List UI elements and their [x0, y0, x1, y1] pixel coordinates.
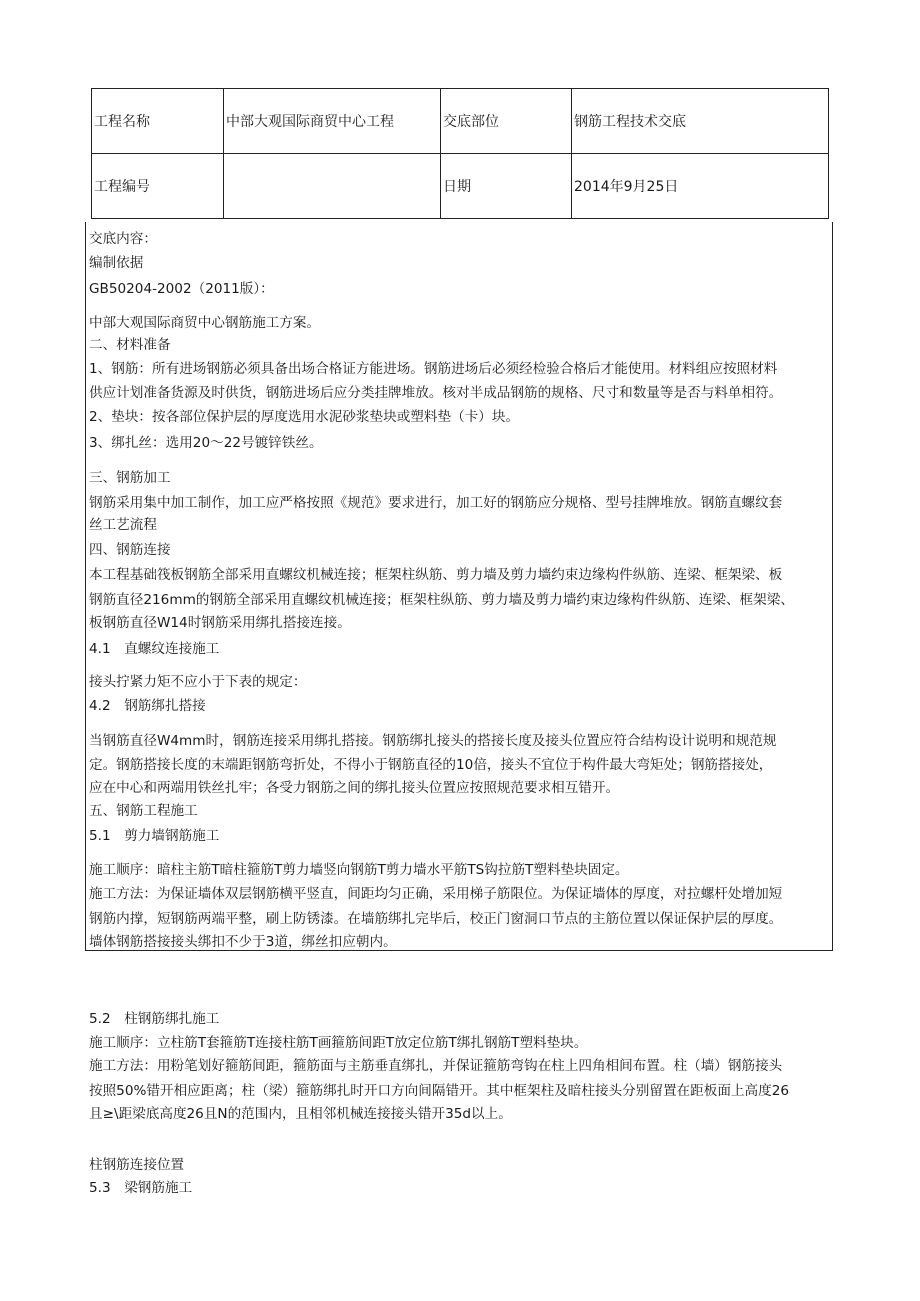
content-line: 施工方法：为保证墙体双层钢筋横平竖直，间距均匀正确，采用梯子筋限位。为保证墙体的厚度，对拉螺杆处增加短	[89, 886, 783, 902]
subsection-heading: 4.1 直螺纹连接施工	[89, 641, 220, 657]
content-line: 供应计划准备货源及时供货，钢筋进场后应分类挂牌堆放。核对半成品钢筋的规格、尺寸和数量等是否与料单相符。	[89, 385, 783, 401]
content-line: 施工顺序：暗柱主筋T暗柱箍筋T剪力墙竖向钢筋T剪力墙水平筋TS钩拉筋T塑料垫块固定。	[89, 862, 629, 878]
header-table	[91, 88, 829, 219]
date-value: 2014年9月25日	[572, 154, 829, 219]
label-project-name: 工程名称	[92, 89, 224, 154]
section-heading: 五、钢筋工程施工	[89, 803, 198, 819]
content-line: 中部大观国际商贸中心钢筋施工方案。	[89, 315, 321, 331]
content-line: 柱钢筋连接位置	[89, 1157, 185, 1173]
content-line: 交底内容：	[89, 231, 157, 247]
subsection-heading: 5.2 柱钢筋绑扎施工	[89, 1011, 220, 1027]
content-line: 钢筋直径216mm的钢筋全部采用直螺纹机械连接；框架柱纵筋、剪力墙及剪力墙约束边缘构件纵筋、连梁、框架梁、	[89, 592, 794, 608]
content-line: GB50204-2002（2011版）：	[89, 281, 274, 297]
header-row-2	[92, 154, 829, 219]
section-heading: 二、材料准备	[89, 337, 171, 353]
project-no	[224, 154, 441, 219]
content-line: 板钢筋直径W14时钢筋采用绑扎搭接连接。	[89, 615, 351, 631]
content-line: 2、垫块：按各部位保护层的厚度选用水泥砂浆垫块或塑料垫（卡）块。	[89, 409, 520, 425]
subsection-heading: 5.1 剪力墙钢筋施工	[89, 828, 220, 844]
project-name: 中部大观国际商贸中心工程	[224, 89, 441, 154]
subsection-heading: 5.3 梁钢筋施工	[89, 1180, 193, 1196]
content-line: 墙体钢筋搭接接头绑扣不少于3道，绑丝扣应朝内。	[89, 934, 397, 950]
content-line: 施工顺序：立柱筋T套箍筋T连接柱筋T画箍筋间距T放定位筋T绑扎钢筋T塑料垫块。	[89, 1035, 588, 1051]
section-heading: 三、钢筋加工	[89, 470, 171, 486]
part-value: 钢筋工程技术交底	[572, 89, 829, 154]
content-line: 本工程基础筏板钢筋全部采用直螺纹机械连接；框架柱纵筋、剪力墙及剪力墙约束边缘构件纵筋、连梁、框架梁、板	[89, 567, 783, 583]
content-line: 编制依据	[89, 255, 144, 271]
content-line: 应在中心和两端用铁丝扎牢；各受力钢筋之间的绑扎接头位置应按照规范要求相互错开。	[89, 780, 620, 796]
content-line: 施工方法：用粉笔划好箍筋间距，箍筋面与主筋垂直绑扎，并保证箍筋弯钩在柱上四角相间布置。柱（墙）钢筋接头	[89, 1058, 783, 1074]
label-date: 日期	[441, 154, 572, 219]
label-project-no: 工程编号	[92, 154, 224, 219]
content-line: 1、钢筋：所有进场钢筋必须具备出场合格证方能进场。钢筋进场后必须经检验合格后才能使用。材料组应按照材料	[89, 361, 778, 377]
content-line: 丝工艺流程	[89, 517, 157, 533]
header-row-1	[92, 89, 829, 154]
content-line: 且≥\距梁底高度26且N的范围内，且相邻机械连接接头错开35d以上。	[89, 1106, 512, 1122]
content-line: 按照50%错开相应距离；柱（梁）箍筋绑扎时开口方向间隔错开。其中框架柱及暗柱接头分别留置在距板面上高度26	[89, 1083, 790, 1099]
section-heading: 四、钢筋连接	[89, 542, 171, 558]
content-line: 3、绑扎丝：选用20～22号镀锌铁丝。	[89, 435, 323, 451]
content-line: 接头拧紧力矩不应小于下表的规定：	[89, 674, 307, 690]
content-line: 定。钢筋搭接长度的末端距钢筋弯折处，不得小于钢筋直径的10倍，接头不宜位于构件最大弯矩处；钢筋搭接处，	[89, 757, 773, 773]
content-line: 钢筋采用集中加工制作，加工应严格按照《规范》要求进行，加工好的钢筋应分规格、型号挂牌堆放。钢筋直螺纹套	[89, 495, 783, 511]
subsection-heading: 4.2 钢筋绑扎搭接	[89, 698, 206, 714]
content-line: 当钢筋直径W4mm时，钢筋连接采用绑扎搭接。钢筋绑扎接头的搭接长度及接头位置应符合结构设计说明和规范规	[89, 733, 777, 749]
content-line: 钢筋内撑，短钢筋两端平整，刷上防锈漆。在墙筋绑扎完毕后，校正门窗洞口节点的主筋位置以保证保护层的厚度。	[89, 911, 783, 927]
label-part: 交底部位	[441, 89, 572, 154]
